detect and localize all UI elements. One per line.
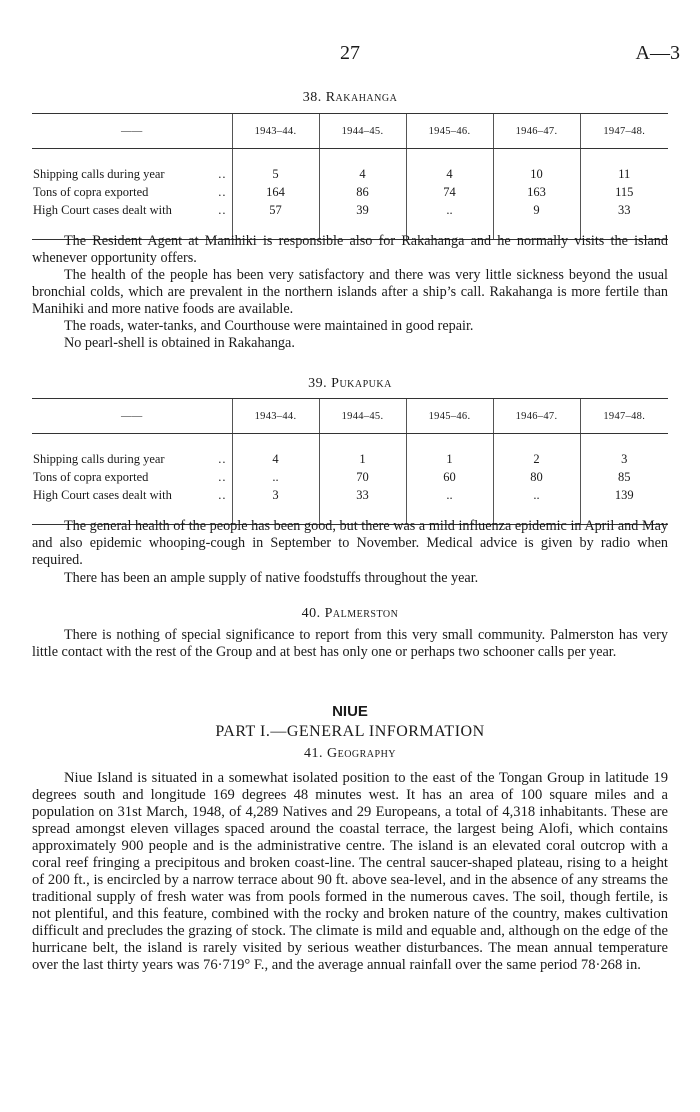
- row-label: Shipping calls during year: [33, 452, 165, 466]
- table-row: [32, 165, 668, 183]
- section-code: A—3: [635, 42, 680, 64]
- heading-palmerston: 40. Palmerston: [301, 606, 399, 621]
- row-label: Shipping calls during year: [33, 167, 165, 181]
- table-cell: 163: [493, 183, 580, 201]
- table-rakahanga: [32, 113, 668, 240]
- table-cell: 85: [580, 468, 668, 486]
- table-corner: ——: [32, 114, 232, 149]
- year-header: 1946–47.: [493, 114, 580, 149]
- heading-rakahanga: 38. Rakahanga: [302, 90, 398, 105]
- table-cell: 60: [406, 468, 493, 486]
- table-header-row: [32, 114, 668, 149]
- table-cell: 33: [580, 201, 668, 219]
- table-cell: 9: [493, 201, 580, 219]
- table-header-row: [32, 399, 668, 434]
- table-cell: 3: [232, 486, 319, 504]
- year-header: 1946–47.: [493, 399, 580, 434]
- table-cell: 4: [232, 450, 319, 468]
- table-cell: ..: [406, 201, 493, 219]
- table-pukapuka: [32, 398, 668, 525]
- table-cell: 80: [493, 468, 580, 486]
- niue-title: NIUE: [332, 703, 368, 720]
- table-row: [32, 183, 668, 201]
- paragraph: The Resident Agent at Manihiki is responsible also for Rakahanga and he normally visits the island whenever opportunity offers.: [32, 233, 668, 266]
- year-header: 1944–45.: [319, 114, 406, 149]
- table-row: [32, 486, 668, 504]
- paragraph: The health of the people has been very satisfactory and there was very little sickness beyond the usual bronchial colds, which are prevalent in the northern islands after a ship’s call. Rakahanga is more fertile than Manihiki and more native foods are available.: [32, 267, 668, 317]
- table-cell: 139: [580, 486, 668, 504]
- year-header: 1943–44.: [232, 114, 319, 149]
- table-cell: ..: [493, 486, 580, 504]
- table-cell: 70: [319, 468, 406, 486]
- table-cell: ..: [232, 468, 319, 486]
- table-cell: 4: [406, 165, 493, 183]
- paragraph: The general health of the people has been good, but there was a mild influenza epidemic in April and May and also epidemic whooping-cough in September to November. Medical advice is given by radio when required.: [32, 518, 668, 568]
- year-header: 1947–48.: [580, 114, 668, 149]
- row-label: High Court cases dealt with: [33, 203, 172, 217]
- heading-geography: 41. Geography: [303, 746, 397, 761]
- table-cell: 1: [406, 450, 493, 468]
- table-cell: 2: [493, 450, 580, 468]
- paragraph: The roads, water-tanks, and Courthouse were maintained in good repair.: [64, 318, 474, 334]
- year-header: 1943–44.: [232, 399, 319, 434]
- paragraph: No pearl-shell is obtained in Rakahanga.: [64, 335, 295, 351]
- year-header: 1945–46.: [406, 399, 493, 434]
- part-heading: PART I.—GENERAL INFORMATION: [215, 723, 485, 740]
- table-cell: 11: [580, 165, 668, 183]
- year-header: 1944–45.: [319, 399, 406, 434]
- leader-dots: ..: [218, 167, 227, 181]
- heading-pukapuka: 39. Pukapuka: [308, 376, 392, 391]
- table-cell: 39: [319, 201, 406, 219]
- leader-dots: ..: [218, 203, 227, 217]
- page-number: 27: [340, 42, 360, 64]
- table-row: [32, 450, 668, 468]
- table-corner: ——: [32, 399, 232, 434]
- table-row: [32, 201, 668, 219]
- leader-dots: ..: [218, 185, 227, 199]
- leader-dots: ..: [218, 452, 227, 466]
- table-cell: 1: [319, 450, 406, 468]
- table-cell: 115: [580, 183, 668, 201]
- table-cell: 74: [406, 183, 493, 201]
- table-cell: 57: [232, 201, 319, 219]
- table-cell: 3: [580, 450, 668, 468]
- table-cell: 10: [493, 165, 580, 183]
- table-row: [32, 468, 668, 486]
- paragraph-geography: Niue Island is situated in a somewhat isolated position to the east of the Tongan Group in latitude 19 degrees south and longitude 169 degrees 48 minutes west. It has an area of 100 square miles and a population on 31st March, 1948, of 4,289 Natives and 29 Europeans, a total of 4,318 inhabitants. These are spread amongst eleven villages spaced around the coastal terrace, the largest being Alofi, which contains approximately 900 people and is the administrative centre. The island is an elevated coral outcrop with a coral reef fringing a precipitous and broken coast-line. The central saucer-shaped plateau, rising to a height of 200 ft., is encircled by a narrow terrace about 90 ft. above sea-level, and in the absence of any streams the traditional supply of fresh water was from pools formed in the numerous caves. The soil, though fertile, is not plentiful, and this feature, combined with the rocky and broken nature of the country, makes cultivation difficult and precludes the grazing of stock. The climate is mild and equable and, although on the edge of the hurricane belt, the island is rarely visited by serious weather disturbances. The mean annual temperature over the last thirty years was 76·719° F., and the average annual rainfall over the same period 78·268 in.: [32, 770, 668, 973]
- paragraph: There is nothing of special significance to report from this very small community. Palmerston has very little contact with the rest of the Group and at best has only one or perhaps two schooner calls per year.: [32, 627, 668, 660]
- leader-dots: ..: [218, 470, 227, 484]
- row-label: Tons of copra exported: [33, 185, 149, 199]
- table-cell: 86: [319, 183, 406, 201]
- paragraph: There has been an ample supply of native foodstuffs throughout the year.: [64, 570, 479, 586]
- table-cell: 33: [319, 486, 406, 504]
- table-cell: 5: [232, 165, 319, 183]
- leader-dots: ..: [218, 488, 227, 502]
- table-cell: ..: [406, 486, 493, 504]
- row-label: High Court cases dealt with: [33, 488, 172, 502]
- page-header: [0, 42, 700, 66]
- row-label: Tons of copra exported: [33, 470, 149, 484]
- year-header: 1945–46.: [406, 114, 493, 149]
- table-cell: 4: [319, 165, 406, 183]
- table-cell: 164: [232, 183, 319, 201]
- year-header: 1947–48.: [580, 399, 668, 434]
